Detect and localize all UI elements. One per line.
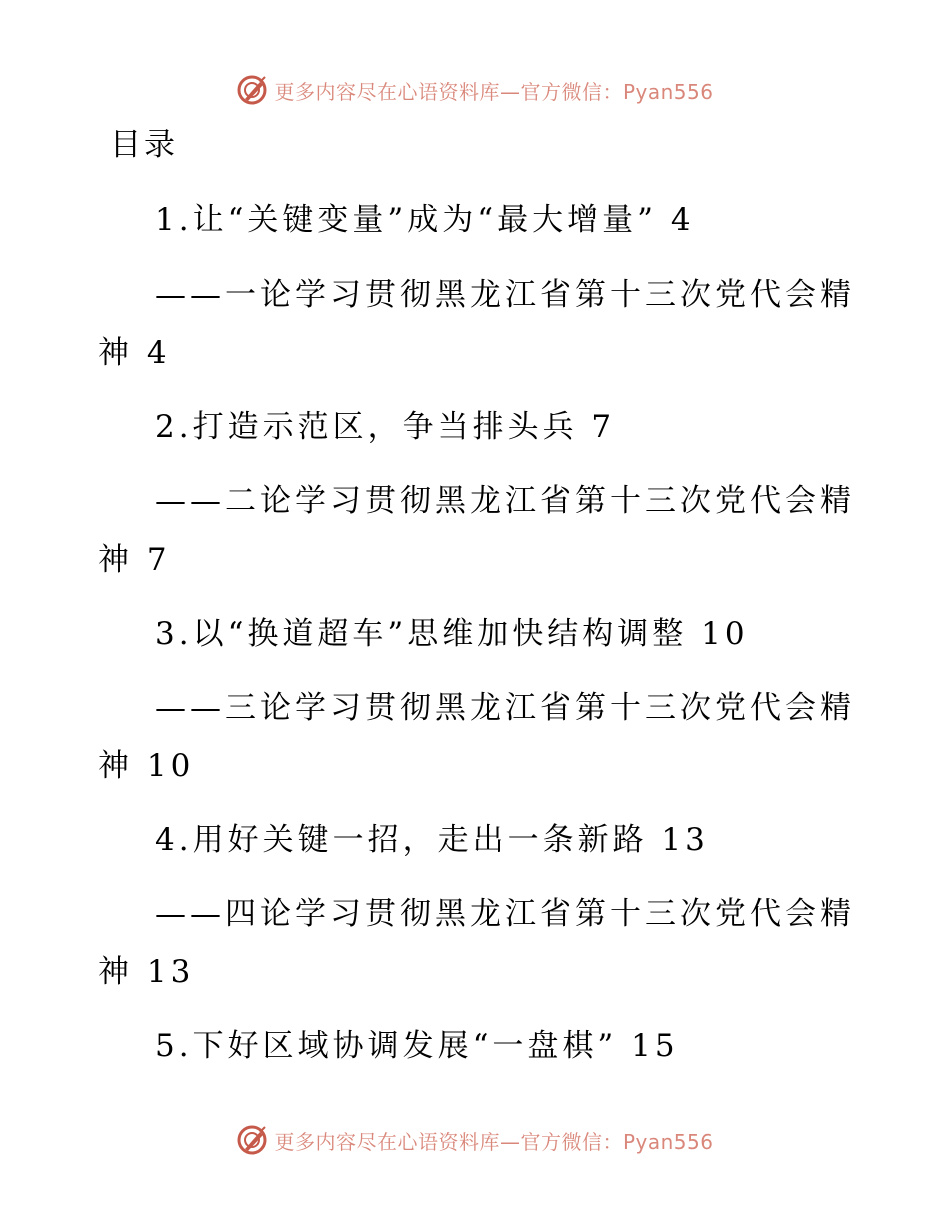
- toc-entry-3-subtitle: ——三论学习贯彻黑龙江省第十三次党代会精: [155, 690, 855, 726]
- toc-entry-1-subtitle-cont: 神 4: [98, 335, 171, 371]
- toc-entry-1-subtitle: ——一论学习贯彻黑龙江省第十三次党代会精: [155, 277, 855, 313]
- watermark-text: 更多内容尽在心语资料库—官方微信：Pyan556: [274, 79, 714, 104]
- toc-title: 目录: [110, 127, 178, 163]
- header-watermark: [0, 70, 950, 110]
- watermark-text: 更多内容尽在心语资料库—官方微信：Pyan556: [274, 1129, 714, 1154]
- toc-entry-3-subtitle-cont: 神 10: [98, 748, 195, 784]
- footer-watermark: [0, 1120, 950, 1160]
- toc-entry-2-subtitle-cont: 神 7: [98, 542, 171, 578]
- toc-entry-2: 2.打造示范区，争当排头兵 7: [155, 409, 616, 445]
- toc-entry-4: 4.用好关键一招，走出一条新路 13: [155, 822, 709, 858]
- toc-entry-2-subtitle: ——二论学习贯彻黑龙江省第十三次党代会精: [155, 483, 855, 519]
- toc-entry-5: 5.下好区域协调发展“一盘棋” 15: [155, 1028, 679, 1064]
- toc-entry-1: 1.让“关键变量”成为“最大增量” 4: [155, 202, 695, 238]
- pen-nib-logo-icon: [236, 74, 268, 106]
- pen-nib-logo-icon: [236, 1124, 268, 1156]
- toc-entry-3: 3.以“换道超车”思维加快结构调整 10: [155, 616, 749, 652]
- toc-entry-4-subtitle-cont: 神 13: [98, 954, 195, 990]
- toc-entry-4-subtitle: ——四论学习贯彻黑龙江省第十三次党代会精: [155, 896, 855, 932]
